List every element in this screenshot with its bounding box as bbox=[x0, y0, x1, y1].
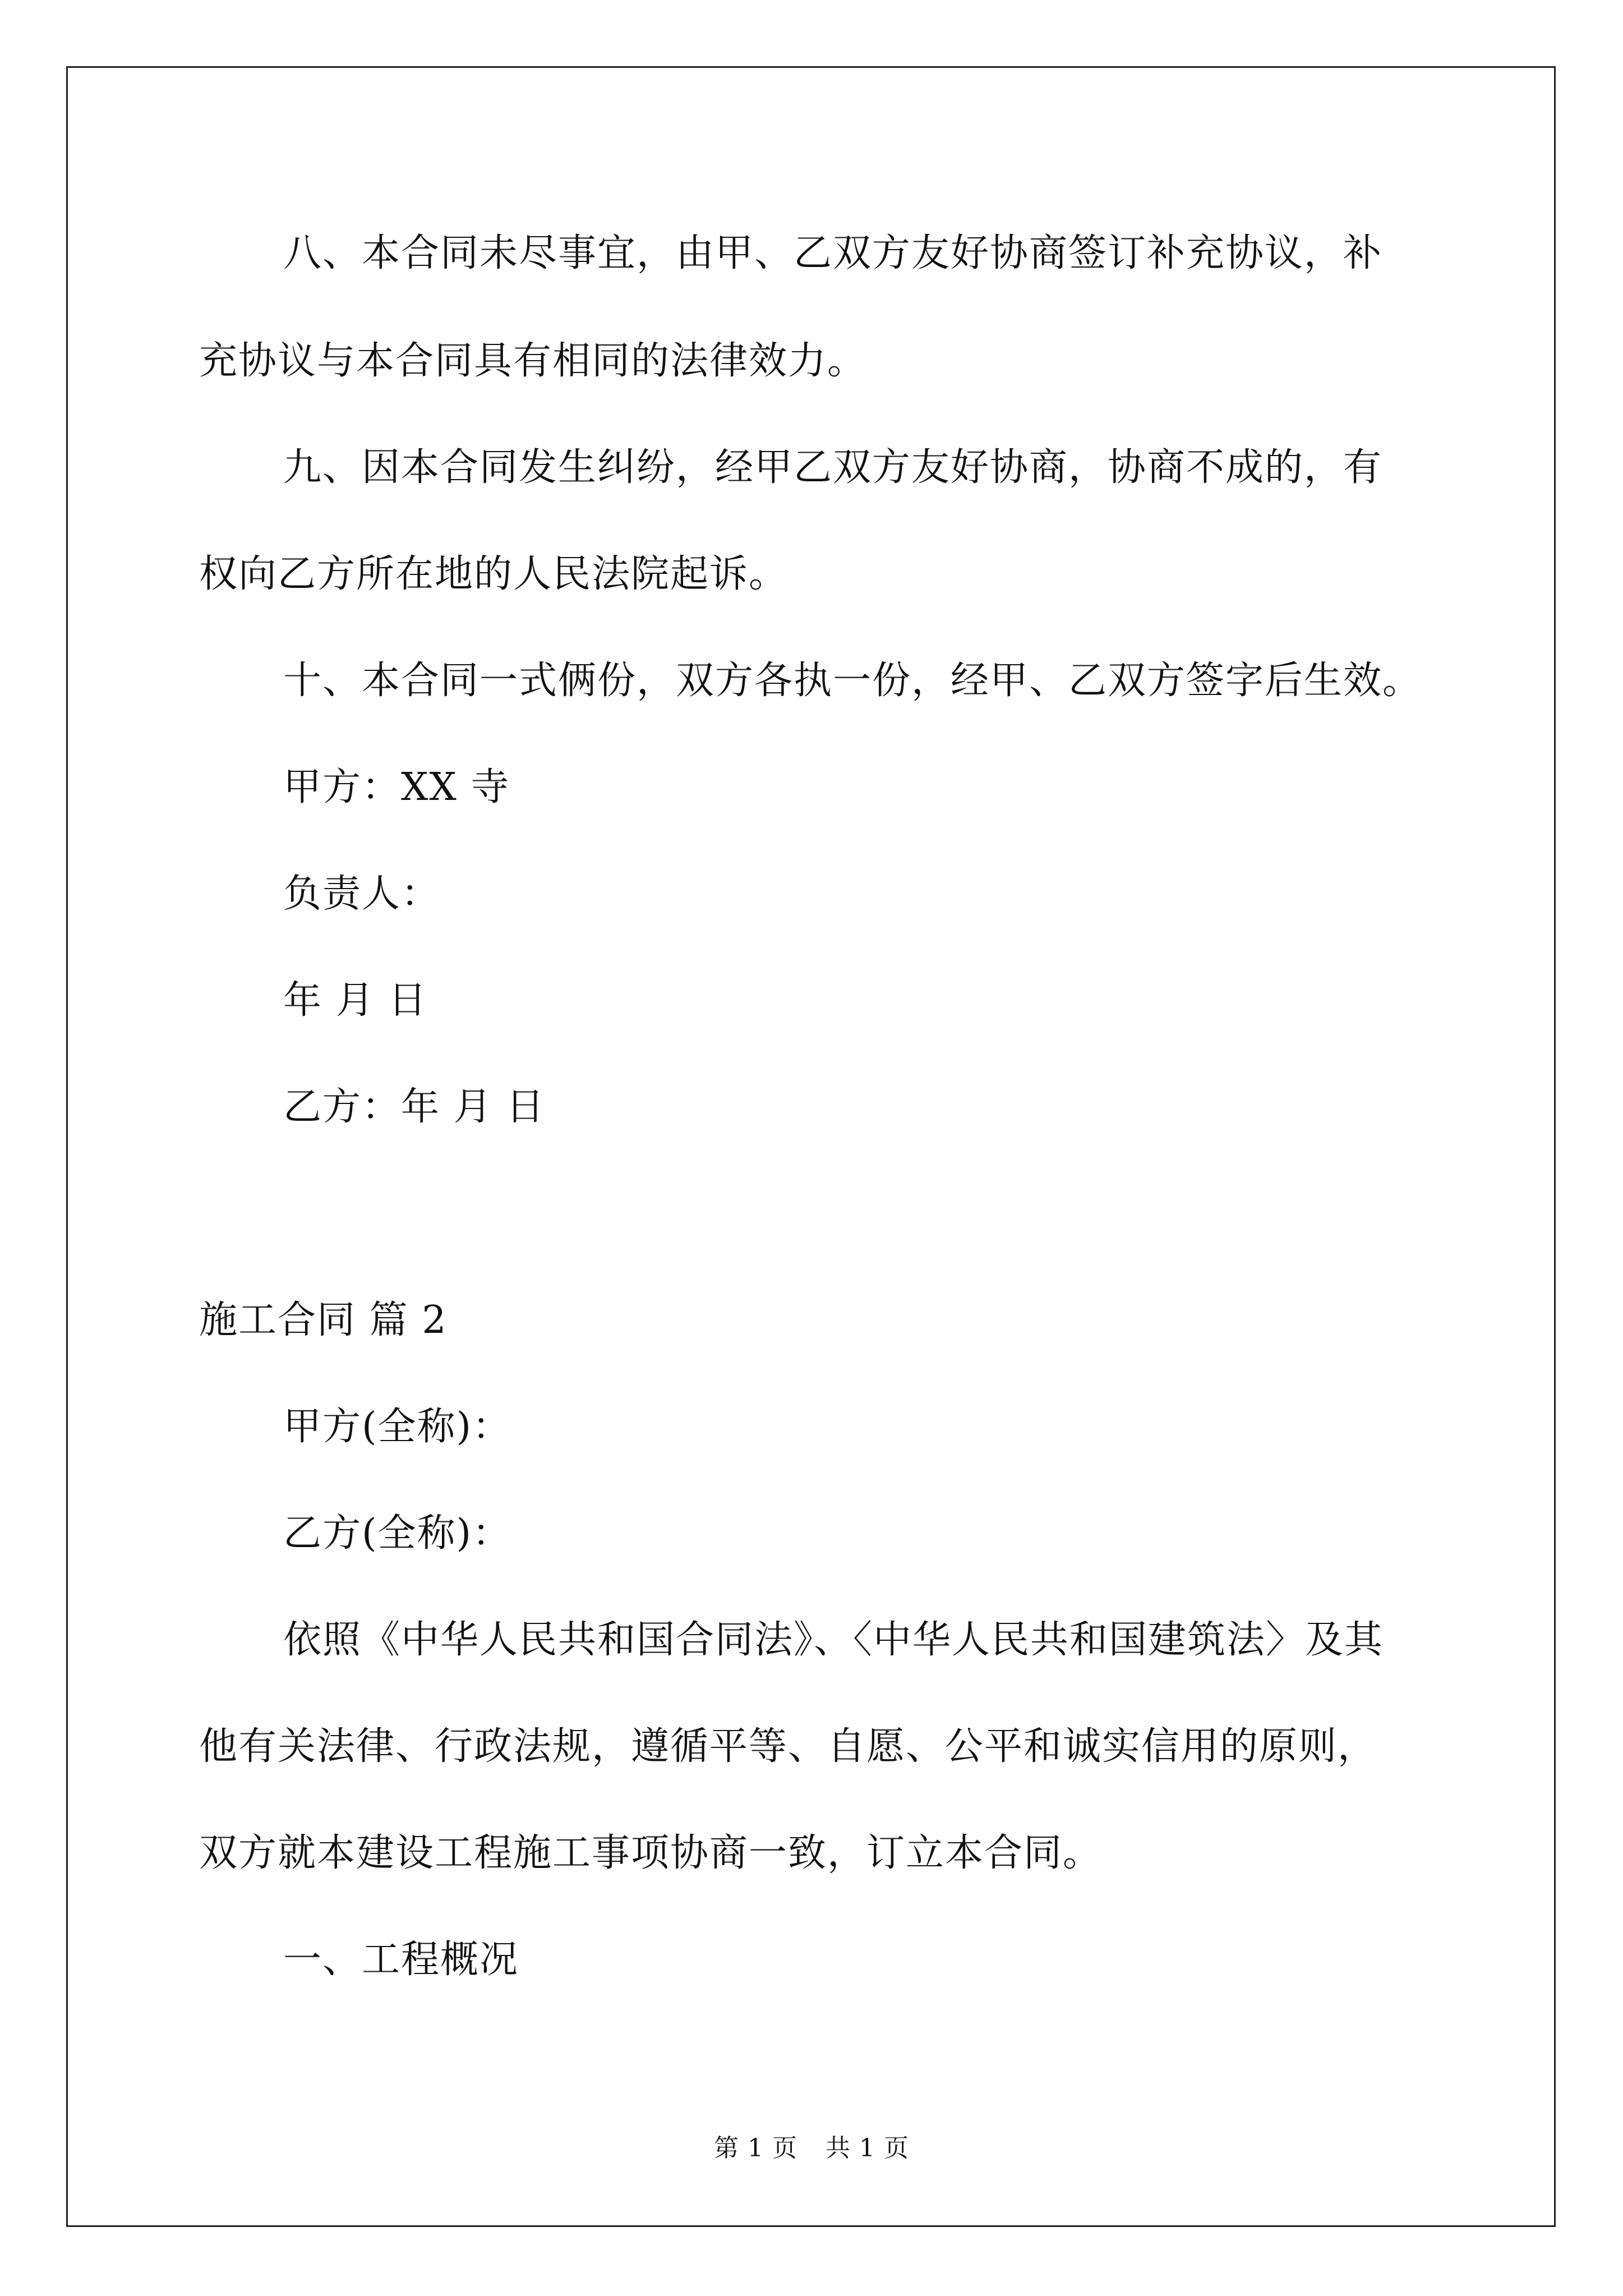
page-number-total: 共 1 页 bbox=[826, 2134, 909, 2162]
date-line-a: 年 月 日 bbox=[283, 978, 428, 1023]
party-a-fullname-line: 甲方(全称)： bbox=[283, 1405, 512, 1449]
article-1-heading: 一、工程概况 bbox=[283, 1938, 519, 1982]
party-b-date-line: 乙方：年 月 日 bbox=[283, 1085, 546, 1129]
clause-8-line-1: 八、本合同未尽事宜，由甲、乙双方友好协商签订补充协议，补 bbox=[283, 231, 1383, 275]
party-a-line: 甲方：XX 寺 bbox=[283, 765, 510, 809]
preamble-line-2: 他有关法律、行政法规，遵循平等、自愿、公平和诚实信用的原则， bbox=[199, 1724, 1377, 1769]
clause-8-line-2: 充协议与本合同具有相同的法律效力。 bbox=[199, 339, 867, 383]
page-footer bbox=[0, 2136, 1623, 2161]
preamble-line-3: 双方就本建设工程施工事项协商一致，订立本合同。 bbox=[199, 1831, 1103, 1875]
responsible-person-line: 负责人： bbox=[283, 872, 441, 916]
clause-10: 十、本合同一式俩份，双方各执一份，经甲、乙双方签字后生效。 bbox=[283, 659, 1422, 703]
section-heading: 施工合同 篇 2 bbox=[199, 1298, 448, 1342]
preamble-line-1: 依照《中华人民共和国合同法》、〈中华人民共和国建筑法〉及其 bbox=[283, 1618, 1384, 1662]
party-b-fullname-line: 乙方(全称)： bbox=[283, 1511, 512, 1556]
page-border bbox=[66, 66, 1556, 2227]
clause-9-line-2: 权向乙方所在地的人民法院起诉。 bbox=[199, 552, 789, 596]
clause-9-line-1: 九、因本合同发生纠纷，经甲乙双方友好协商，协商不成的，有 bbox=[283, 445, 1383, 490]
page-number-current: 第 1 页 bbox=[714, 2134, 797, 2162]
